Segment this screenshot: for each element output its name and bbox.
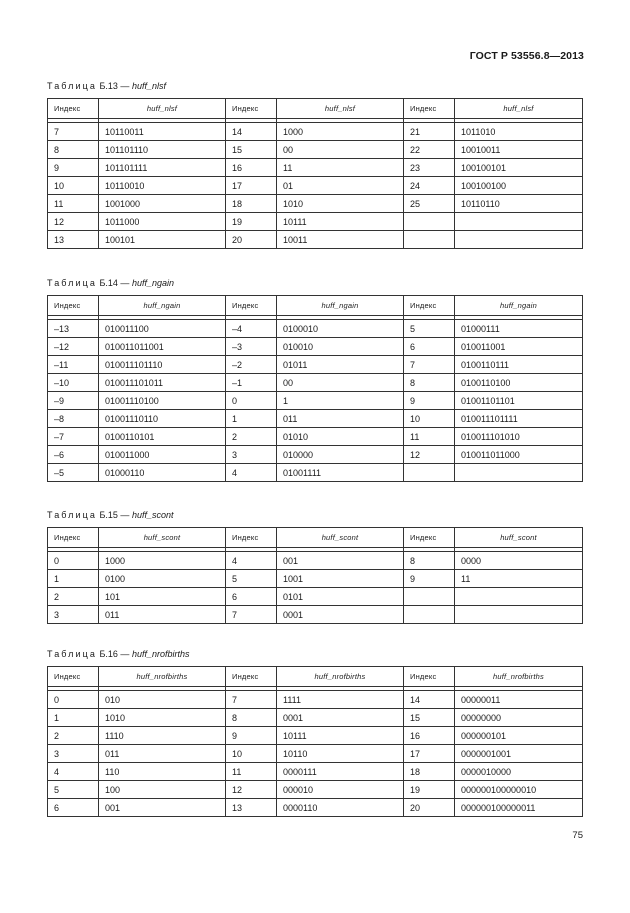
index-cell: 15 [226, 141, 277, 159]
index-column-header: Индекс [226, 667, 277, 687]
index-cell [404, 213, 455, 231]
table-row [48, 428, 583, 446]
table-row [48, 123, 583, 141]
table-row [48, 606, 583, 624]
index-cell: 15 [404, 709, 455, 727]
code-column-header: huff_scont [99, 528, 226, 548]
table-row [48, 588, 583, 606]
index-cell: 21 [404, 123, 455, 141]
index-cell: 0 [48, 691, 99, 709]
index-cell: 7 [404, 356, 455, 374]
index-cell [404, 231, 455, 249]
index-cell: –9 [48, 392, 99, 410]
index-cell: 11 [48, 195, 99, 213]
index-cell: 19 [226, 213, 277, 231]
index-column-header: Индекс [404, 528, 455, 548]
index-column-header: Индекс [48, 528, 99, 548]
index-cell: 8 [404, 552, 455, 570]
code-cell: 01001110110 [99, 410, 226, 428]
table-row [48, 799, 583, 817]
code-cell: 0100010 [277, 320, 404, 338]
code-cell: 00 [277, 374, 404, 392]
code-table [47, 98, 583, 249]
index-cell: 9 [404, 570, 455, 588]
index-cell: 6 [404, 338, 455, 356]
code-cell: 01010 [277, 428, 404, 446]
table-row [48, 464, 583, 482]
code-cell: 010011001 [455, 338, 583, 356]
index-cell: 18 [226, 195, 277, 213]
code-cell [455, 231, 583, 249]
index-cell: 23 [404, 159, 455, 177]
index-cell: 24 [404, 177, 455, 195]
code-cell [455, 606, 583, 624]
index-cell: –3 [226, 338, 277, 356]
code-cell: 10010011 [455, 141, 583, 159]
index-cell: 18 [404, 763, 455, 781]
index-cell: 11 [404, 428, 455, 446]
index-column-header: Индекс [404, 667, 455, 687]
code-cell: 11 [455, 570, 583, 588]
table-caption [47, 277, 582, 289]
code-cell [455, 588, 583, 606]
table-caption [47, 80, 582, 92]
index-cell: –13 [48, 320, 99, 338]
header-row [48, 667, 583, 687]
code-cell: 1001000 [99, 195, 226, 213]
table-row [48, 410, 583, 428]
code-cell: 01000111 [455, 320, 583, 338]
index-cell: 9 [226, 727, 277, 745]
index-cell: 8 [48, 141, 99, 159]
index-cell: 0 [226, 392, 277, 410]
table-row [48, 727, 583, 745]
index-cell: 10 [404, 410, 455, 428]
caption-prefix: Таблица [47, 278, 97, 288]
index-cell: 6 [48, 799, 99, 817]
code-cell: 011 [277, 410, 404, 428]
code-cell: 000000101 [455, 727, 583, 745]
code-cell: 010011101111 [455, 410, 583, 428]
table-row [48, 392, 583, 410]
caption-prefix: Таблица [47, 81, 97, 91]
index-cell: 7 [226, 691, 277, 709]
index-cell: 2 [226, 428, 277, 446]
index-cell: 4 [226, 552, 277, 570]
code-column-header: huff_ngain [99, 296, 226, 316]
index-cell: 10 [226, 745, 277, 763]
index-cell: 8 [226, 709, 277, 727]
code-cell: 01011 [277, 356, 404, 374]
standard-designation: ГОСТ Р 53556.8—2013 [469, 50, 584, 62]
code-cell: 010011100 [99, 320, 226, 338]
code-table [47, 527, 583, 624]
index-cell: 12 [226, 781, 277, 799]
code-cell: 100100100 [455, 177, 583, 195]
code-cell: 011 [99, 745, 226, 763]
index-cell: 20 [404, 799, 455, 817]
index-cell: 5 [404, 320, 455, 338]
table-row [48, 141, 583, 159]
index-cell: 5 [48, 781, 99, 799]
table-row [48, 231, 583, 249]
code-cell: 11 [277, 159, 404, 177]
code-cell: 10111 [277, 727, 404, 745]
code-cell: 0100110111 [455, 356, 583, 374]
code-cell: 010011101011 [99, 374, 226, 392]
index-cell: 5 [226, 570, 277, 588]
table-row [48, 320, 583, 338]
index-cell: 7 [226, 606, 277, 624]
caption-name: huff_nrofbirths [131, 649, 190, 659]
code-cell [455, 213, 583, 231]
code-cell [455, 464, 583, 482]
index-column-header: Индекс [48, 99, 99, 119]
index-cell: –4 [226, 320, 277, 338]
code-cell: 0000001001 [455, 745, 583, 763]
code-cell: 0100110101 [99, 428, 226, 446]
index-column-header: Индекс [48, 296, 99, 316]
index-cell: 4 [226, 464, 277, 482]
code-cell: 10111 [277, 213, 404, 231]
table-row [48, 446, 583, 464]
code-column-header: huff_scont [277, 528, 404, 548]
code-cell: 0100110100 [455, 374, 583, 392]
table-b15-block [47, 509, 582, 624]
index-cell: 4 [48, 763, 99, 781]
index-cell [404, 606, 455, 624]
index-cell: 12 [48, 213, 99, 231]
code-cell: 010011101110 [99, 356, 226, 374]
code-table [47, 666, 583, 817]
table-row [48, 159, 583, 177]
code-cell: 010000 [277, 446, 404, 464]
code-cell: 001 [99, 799, 226, 817]
code-cell: 1 [277, 392, 404, 410]
index-cell: 13 [226, 799, 277, 817]
code-cell: 000000100000011 [455, 799, 583, 817]
code-cell: 010 [99, 691, 226, 709]
index-cell: 2 [48, 588, 99, 606]
code-cell: 1010 [277, 195, 404, 213]
index-cell: 17 [404, 745, 455, 763]
caption-name: huff_scont [131, 510, 174, 520]
code-cell: 010011000 [99, 446, 226, 464]
index-cell: 1 [226, 410, 277, 428]
code-cell: 00000000 [455, 709, 583, 727]
code-cell: 110 [99, 763, 226, 781]
code-cell: 01001111 [277, 464, 404, 482]
index-column-header: Индекс [226, 528, 277, 548]
index-cell: 0 [48, 552, 99, 570]
index-cell: 16 [226, 159, 277, 177]
index-cell: 1 [48, 570, 99, 588]
code-cell: 10110110 [455, 195, 583, 213]
code-cell: 100100101 [455, 159, 583, 177]
table-row [48, 552, 583, 570]
table-b14-block [47, 277, 582, 482]
code-column-header: huff_nrofbirths [99, 667, 226, 687]
table-row [48, 709, 583, 727]
code-cell: 000010 [277, 781, 404, 799]
header-row [48, 296, 583, 316]
code-cell: 1011000 [99, 213, 226, 231]
caption-prefix: Таблица [47, 649, 97, 659]
code-cell: 010010 [277, 338, 404, 356]
page-number: 75 [572, 830, 583, 841]
code-cell: 010011011000 [455, 446, 583, 464]
code-column-header: huff_ngain [277, 296, 404, 316]
index-cell: 7 [48, 123, 99, 141]
table-row [48, 763, 583, 781]
code-cell: 0000 [455, 552, 583, 570]
code-column-header: huff_nlsf [277, 99, 404, 119]
code-cell: 010011011001 [99, 338, 226, 356]
code-cell: 0101 [277, 588, 404, 606]
code-cell: 001 [277, 552, 404, 570]
table-row [48, 781, 583, 799]
code-cell: 101101110 [99, 141, 226, 159]
index-cell: 12 [404, 446, 455, 464]
code-cell: 1000 [99, 552, 226, 570]
code-column-header: huff_nlsf [99, 99, 226, 119]
code-cell: 0001 [277, 709, 404, 727]
index-cell: 11 [226, 763, 277, 781]
index-cell [404, 464, 455, 482]
index-cell: 22 [404, 141, 455, 159]
index-cell: –7 [48, 428, 99, 446]
caption-number: Б.15 — [99, 510, 130, 520]
index-cell: –12 [48, 338, 99, 356]
table-row [48, 691, 583, 709]
code-cell: 10110010 [99, 177, 226, 195]
table-row [48, 745, 583, 763]
index-cell: –10 [48, 374, 99, 392]
caption-number: Б.16 — [99, 649, 130, 659]
code-cell: 101101111 [99, 159, 226, 177]
code-cell: 000000100000010 [455, 781, 583, 799]
caption-prefix: Таблица [47, 510, 97, 520]
index-cell: 8 [404, 374, 455, 392]
code-cell: 0000111 [277, 763, 404, 781]
code-cell: 0000010000 [455, 763, 583, 781]
code-cell: 010011101010 [455, 428, 583, 446]
code-cell: 1110 [99, 727, 226, 745]
table-caption [47, 509, 582, 521]
code-cell: 1000 [277, 123, 404, 141]
caption-name: huff_ngain [131, 278, 174, 288]
index-cell: 25 [404, 195, 455, 213]
index-cell [404, 588, 455, 606]
table-row [48, 338, 583, 356]
index-cell: –1 [226, 374, 277, 392]
index-cell: 13 [48, 231, 99, 249]
index-cell: –8 [48, 410, 99, 428]
index-cell: 14 [404, 691, 455, 709]
index-cell: 9 [404, 392, 455, 410]
code-cell: 0001 [277, 606, 404, 624]
caption-name: huff_nlsf [131, 81, 166, 91]
index-cell: 17 [226, 177, 277, 195]
index-cell: 20 [226, 231, 277, 249]
code-column-header: huff_ngain [455, 296, 583, 316]
code-cell: 100 [99, 781, 226, 799]
code-column-header: huff_nrofbirths [277, 667, 404, 687]
index-cell: –2 [226, 356, 277, 374]
table-row [48, 570, 583, 588]
code-cell: 1011010 [455, 123, 583, 141]
table-b16-block [47, 648, 582, 817]
code-cell: 011 [99, 606, 226, 624]
table-row [48, 374, 583, 392]
index-cell: 1 [48, 709, 99, 727]
code-cell: 10110 [277, 745, 404, 763]
code-cell: 1010 [99, 709, 226, 727]
index-cell: –11 [48, 356, 99, 374]
index-column-header: Индекс [404, 99, 455, 119]
code-column-header: huff_nrofbirths [455, 667, 583, 687]
index-cell: 16 [404, 727, 455, 745]
table-row [48, 195, 583, 213]
table-b13-block [47, 80, 582, 249]
table-row [48, 213, 583, 231]
index-cell: 3 [48, 606, 99, 624]
code-cell: 00 [277, 141, 404, 159]
header-row [48, 528, 583, 548]
header-row [48, 99, 583, 119]
code-cell: 01001110100 [99, 392, 226, 410]
code-cell: 0000110 [277, 799, 404, 817]
code-cell: 100101 [99, 231, 226, 249]
index-cell: 9 [48, 159, 99, 177]
code-column-header: huff_scont [455, 528, 583, 548]
index-cell: 10 [48, 177, 99, 195]
index-cell: 2 [48, 727, 99, 745]
code-table [47, 295, 583, 482]
index-column-header: Индекс [226, 99, 277, 119]
index-cell: 19 [404, 781, 455, 799]
index-column-header: Индекс [48, 667, 99, 687]
code-cell: 1111 [277, 691, 404, 709]
code-cell: 101 [99, 588, 226, 606]
index-cell: –6 [48, 446, 99, 464]
index-column-header: Индекс [226, 296, 277, 316]
code-cell: 10110011 [99, 123, 226, 141]
table-row [48, 177, 583, 195]
code-cell: 1001 [277, 570, 404, 588]
code-cell: 01 [277, 177, 404, 195]
table-row [48, 356, 583, 374]
index-cell: 14 [226, 123, 277, 141]
code-cell: 01000110 [99, 464, 226, 482]
index-cell: 3 [226, 446, 277, 464]
caption-number: Б.13 — [99, 81, 130, 91]
code-cell: 10011 [277, 231, 404, 249]
table-caption [47, 648, 582, 660]
index-cell: 6 [226, 588, 277, 606]
code-column-header: huff_nlsf [455, 99, 583, 119]
caption-number: Б.14 — [99, 278, 130, 288]
code-cell: 01001101101 [455, 392, 583, 410]
index-column-header: Индекс [404, 296, 455, 316]
code-cell: 0100 [99, 570, 226, 588]
index-cell: 3 [48, 745, 99, 763]
index-cell: –5 [48, 464, 99, 482]
code-cell: 00000011 [455, 691, 583, 709]
